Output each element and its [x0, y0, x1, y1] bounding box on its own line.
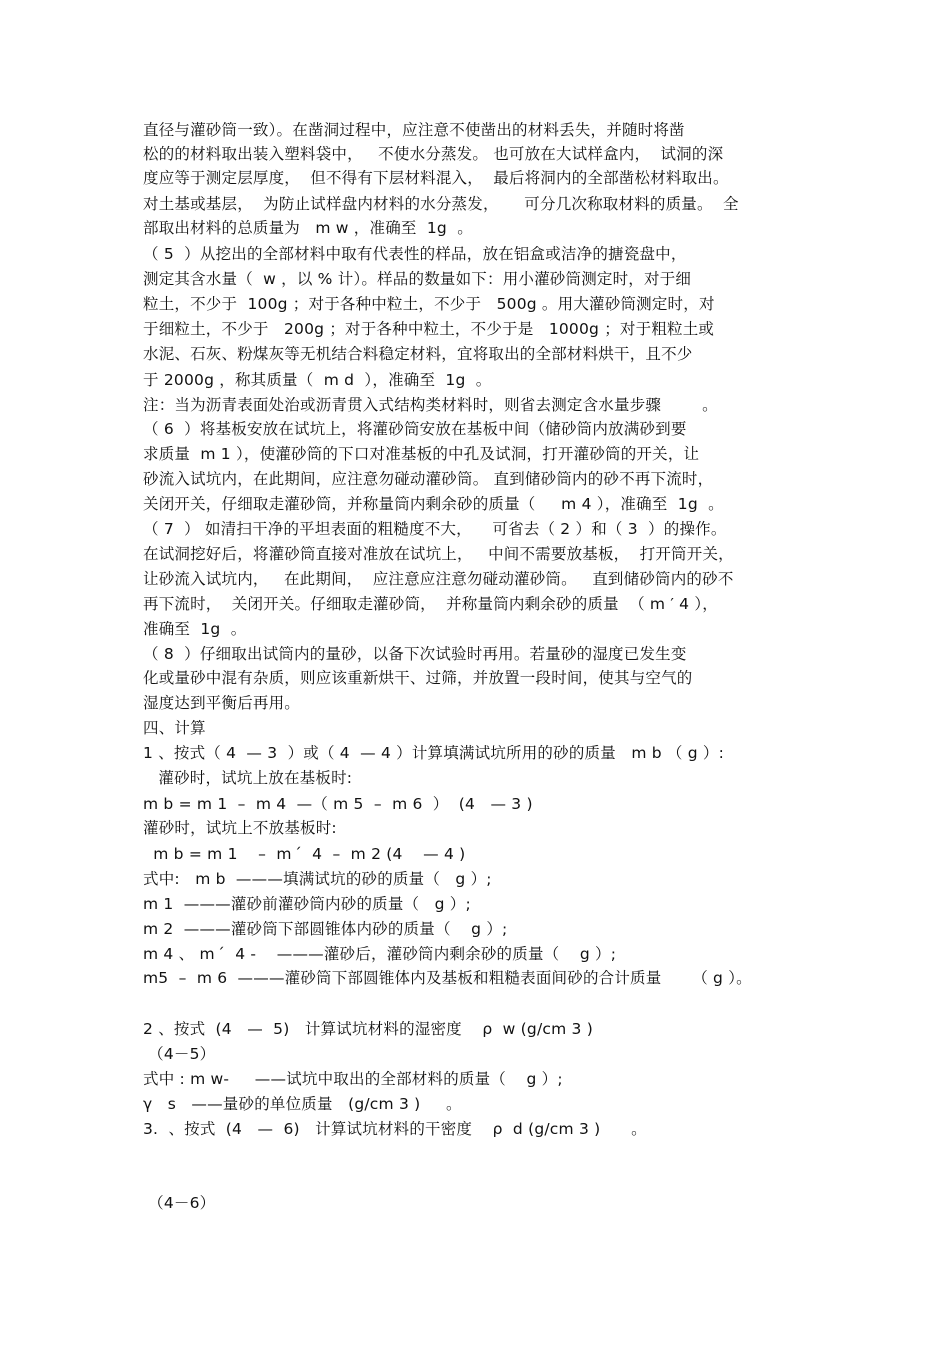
text-line: 于细粒土，不少于 200g ；对于各种中粒土，不少于是 1000g ；对于粗粒土或 — [143, 320, 715, 338]
text-line: 化或量砂中混有杂质，则应该重新烘干、过筛，并放置一段时间，使其与空气的 — [143, 669, 693, 687]
text-line: 砂流入试坑内，在此期间，应注意勿碰动灌砂筒。 直到储砂筒内的砂不再下流时， — [143, 470, 714, 488]
formula-line: 2 、按式 (4 — 5) 计算试坑材料的湿密度 ρ w (g/cm 3 ) — [143, 1020, 593, 1038]
text-line: 松的的材料取出装入塑料袋中， 不使水分蒸发。 也可放在大试样盒内， 试洞的深 — [143, 145, 724, 163]
formula-line: m b = m 1 – m ́ 4 – m 2 (4 — 4 ) — [143, 845, 466, 863]
definition-line: 式中: m b ———填满试坑的砂的质量（ g ）; — [143, 870, 492, 888]
text-line: 测定其含水量（ w ，以 % 计）。样品的数量如下：用小灌砂筒测定时，对于细 — [143, 270, 692, 288]
definition-line: m5 – m 6 ———灌砂筒下部圆锥体内及基板和粗糙表面间砂的合计质量 （ g ）。 — [143, 969, 752, 987]
text-line: 于 2000g ，称其质量（ m d ），准确至 1g 。 — [143, 371, 492, 389]
text-line: （ 5 ）从挖出的全部材料中取有代表性的样品，放在铝盒或洁净的搪瓷盘中， — [143, 245, 687, 263]
section-heading: 四、计算 — [143, 719, 206, 737]
text-line: （ 7 ） 如清扫干净的平坦表面的粗糙度不大， 可省去（ 2 ）和（ 3 ）的操作。 — [143, 520, 727, 538]
text-line: 让砂流入试坑内， 在此期间， 应注意应注意勿碰动灌砂筒。 直到储砂筒内的砂不 — [143, 570, 734, 588]
text-line: 求质量 m 1 ），使灌砂筒的下口对准基板的中孔及试洞，打开灌砂筒的开关，让 — [143, 445, 700, 463]
text-line: 准确至 1g 。 — [143, 620, 247, 638]
text-line: 度应等于测定层厚度， 但不得有下层材料混入， 最后将洞内的全部凿松材料取出。 — [143, 169, 729, 187]
formula-line: 3. 、按式 (4 — 6) 计算试坑材料的干密度 ρ d (g/cm 3 ) 。 — [143, 1120, 647, 1138]
text-line: （ 6 ）将基板安放在试坑上，将灌砂筒安放在基板中间（储砂筒内放满砂到要 — [143, 420, 687, 438]
definition-line: m 4 、 m ́ 4 - ———灌砂后，灌砂筒内剩余砂的质量（ g ）; — [143, 945, 617, 963]
definition-line: γ s ——量砂的单位质量 (g/cm 3 ) 。 — [143, 1095, 462, 1113]
definition-line: 式中 : m w- ——试坑中取出的全部材料的质量（ g ）; — [143, 1070, 563, 1088]
text-line: 水泥、石灰、粉煤灰等无机结合料稳定材料，宜将取出的全部材料烘干，且不少 — [143, 345, 693, 363]
definition-line: m 1 ———灌砂前灌砂筒内砂的质量（ g ）; — [143, 895, 471, 913]
text-line: 部取出材料的总质量为 m w ，准确至 1g 。 — [143, 219, 473, 237]
text-line: （ 8 ）仔细取出试筒内的量砂，以备下次试验时再用。若量砂的湿度已发生变 — [143, 645, 687, 663]
text-line: 粒土，不少于 100g ；对于各种中粒土，不少于 500g 。用大灌砂筒测定时，对 — [143, 295, 715, 313]
formula-line: m b = m 1 – m 4 —（ m 5 – m 6 ） (4 — 3 ) — [143, 795, 533, 813]
text-line: 再下流时， 关闭开关。仔细取走灌砂筒， 并称量筒内剩余砂的质量 （ m ′ 4 ）， — [143, 595, 719, 613]
equation-number: （4－6） — [143, 1194, 216, 1212]
text-line: 直径与灌砂筒一致）。在凿洞过程中，应注意不使凿出的材料丢失，并随时将凿 — [143, 121, 685, 139]
text-line: 对土基或基层， 为防止试样盘内材料的水分蒸发， 可分几次称取材料的质量。 全 — [143, 195, 739, 213]
formula-line: 1 、按式（ 4 — 3 ）或（ 4 — 4 ）计算填满试坑所用的砂的质量 m b （ g ）: — [143, 744, 725, 762]
text-line: 湿度达到平衡后再用。 — [143, 694, 301, 712]
note-line: 注：当为沥青表面处治或沥青贯入式结构类材料时，则省去测定含水量步骤 。 — [143, 396, 718, 414]
text-line: 灌砂时，试坑上放在基板时: — [143, 769, 353, 787]
text-line: 关闭开关，仔细取走灌砂筒，并称量筒内剩余砂的质量（ m 4 ），准确至 1g 。 — [143, 495, 724, 513]
text-line: 在试洞挖好后，将灌砂筒直接对准放在试坑上， 中间不需要放基板， 打开筒开关， — [143, 545, 734, 563]
definition-line: m 2 ———灌砂筒下部圆锥体内砂的质量（ g ）; — [143, 920, 508, 938]
text-line: 灌砂时，试坑上不放基板时: — [143, 819, 337, 837]
equation-number: （4－5） — [143, 1045, 216, 1063]
